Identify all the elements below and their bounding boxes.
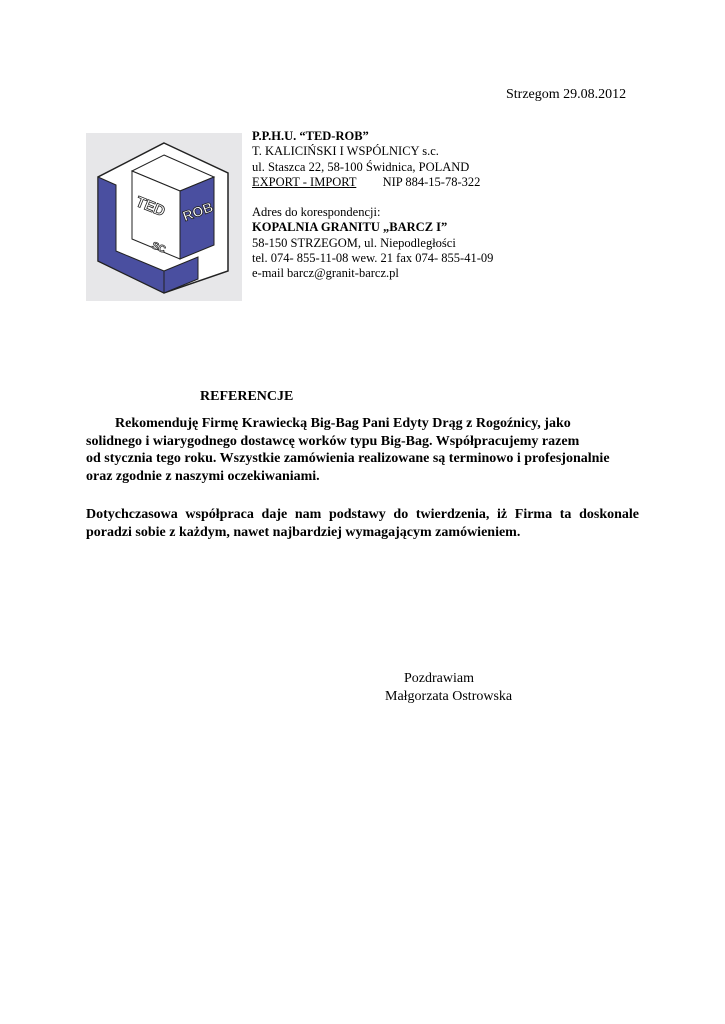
logo-suffix: SC — [149, 240, 167, 256]
paragraph-line: od stycznia tego roku. Wszystkie zamówienia realizowane są terminowo i profesjonalnie — [86, 451, 610, 466]
company-phone: tel. 074- 855-11-08 wew. 21 fax 074- 855-41-09 — [252, 251, 494, 266]
closing-greeting: Pozdrawiam — [404, 671, 474, 686]
company-trade-row — [252, 175, 493, 190]
company-owners: T. KALICIŃSKI I WSPÓLNICY s.c. — [252, 144, 439, 159]
logo-word-ted: TED — [133, 193, 168, 221]
company-logo — [86, 133, 242, 301]
paragraph-line: Dotychczasowa współpraca daje nam podstawy do twierdzenia, iż Firma ta doskonale — [86, 507, 639, 522]
place-date: Strzegom 29.08.2012 — [506, 87, 627, 102]
logo-word-rob: ROB — [180, 198, 216, 225]
paragraph-cooperation — [86, 506, 639, 541]
mine-address: 58-150 STRZEGOM, ul. Niepodległości — [252, 235, 456, 250]
company-trade: EXPORT - IMPORT — [252, 174, 357, 189]
company-name: P.P.H.U. “TED-ROB” — [252, 129, 369, 143]
company-email: e-mail barcz@granit-barcz.pl — [252, 266, 399, 281]
paragraph-line: Rekomenduję Firmę Krawiecką Big-Bag Pani Edyty Drąg z Rogoźnicy, jako — [115, 416, 571, 431]
letter-title: REFERENCJE — [200, 389, 294, 404]
mine-name: KOPALNIA GRANITU „BARCZ I” — [252, 220, 448, 235]
company-nip: NIP 884-15-78-322 — [382, 174, 481, 189]
paragraph-line: poradzi sobie z każdym, nawet najbardziej wymagającym zamówieniem. — [86, 524, 521, 540]
signatory-name: Małgorzata Ostrowska — [385, 689, 513, 704]
correspondence-label: Adres do korespondencji: — [252, 205, 381, 220]
paragraph-recommendation — [86, 415, 646, 485]
paragraph-line: solidnego i wiarygodnego dostawcę worków typu Big-Bag. Współpracujemy razem — [86, 433, 580, 449]
company-info — [252, 129, 493, 282]
paragraph-line: oraz zgodnie z naszymi oczekiwaniami. — [86, 468, 320, 484]
company-address: ul. Staszca 22, 58-100 Świdnica, POLAND — [252, 159, 470, 174]
